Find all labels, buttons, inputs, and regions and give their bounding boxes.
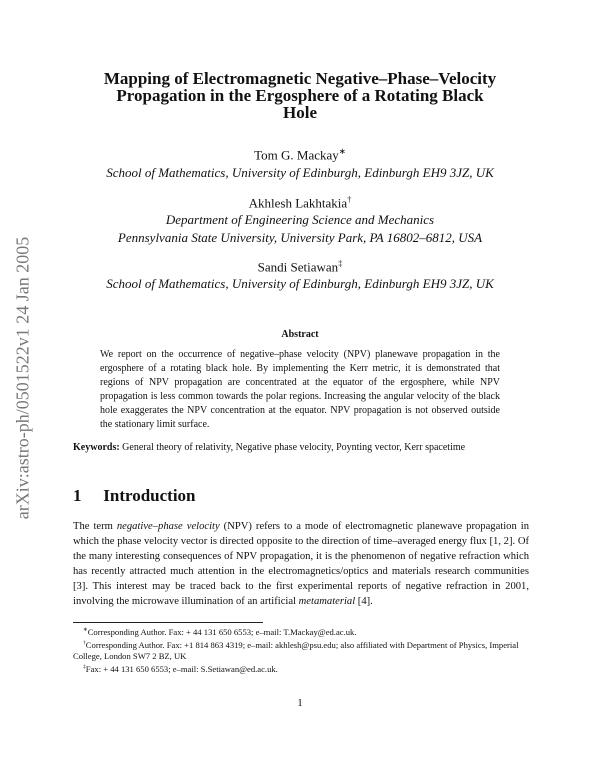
- footnote: [73, 662, 529, 675]
- footnote-mark: †: [83, 639, 86, 646]
- intro-emphasis: metamaterial: [298, 596, 356, 607]
- footnotes: [73, 625, 529, 675]
- title-line-3: Hole: [283, 103, 317, 122]
- intro-text: [4].: [355, 596, 373, 607]
- arxiv-id: arXiv:astro-ph/0501522v1 24 Jan 2005: [12, 236, 33, 519]
- author-1-affiliation: School of Mathematics, University of Edinburgh, Edinburgh EH9 3JZ, UK: [106, 165, 494, 180]
- footnote-mark: ∗: [83, 627, 88, 633]
- author-2: [60, 194, 540, 211]
- arxiv-stamp: [8, 205, 38, 550]
- author-name: Sandi Setiawan: [257, 259, 339, 275]
- footnote-mark: ∗: [338, 146, 346, 156]
- keywords-label: Keywords:: [73, 442, 120, 453]
- footnote-text: Corresponding Author. Fax: +1 814 863 4319; e–mail: akhlesh@psu.edu; also affiliated with Department of Physics, Imperial College, London SW7 2 BZ, UK: [73, 639, 519, 661]
- section-heading: [73, 486, 196, 506]
- author-2-affiliation-line-2: Pennsylvania State University, University Park, PA 16802–6812, USA: [117, 230, 483, 245]
- footnote-mark: ‡: [338, 258, 343, 268]
- intro-text: The term: [73, 521, 117, 532]
- author-1: [60, 146, 540, 163]
- intro-emphasis: negative–phase velocity: [116, 521, 220, 532]
- author-3-affiliation: School of Mathematics, University of Edinburgh, Edinburgh EH9 3JZ, UK: [106, 276, 494, 291]
- abstract-text: We report on the occurrence of negative–phase velocity (NPV) planewave propagation in the ergosphere of a rotating black hole. By implementing the Kerr metric, it is demonstrated that regions of NPV propagation are concentrated at the equator of the ergosphere, while NPV propagation is less common towards the polar regions. Increasing the angular velocity of the black hole exaggerates the NPV concentration at the equator. NPV propagation is not observed outside the stationary limit surface.: [100, 349, 500, 430]
- paper-title: [70, 70, 530, 121]
- author-name: Tom G. Mackay: [254, 147, 339, 163]
- footnote: [73, 638, 529, 662]
- section-number: 1: [73, 486, 82, 505]
- footnote-text: Fax: + 44 131 650 6553; e–mail: S.Setiawan@ed.ac.uk.: [85, 663, 278, 674]
- author-2-affiliation-line-1: Department of Engineering Science and Mechanics: [165, 212, 435, 227]
- keywords: [73, 441, 529, 455]
- footnote-rule: [73, 622, 263, 623]
- footnote: [73, 625, 529, 638]
- abstract-heading: Abstract: [281, 329, 319, 340]
- intro-paragraph: [73, 519, 529, 609]
- page-number: 1: [297, 697, 303, 709]
- footnote-mark: ‡: [83, 663, 86, 670]
- title-line-1: Mapping of Electromagnetic Negative–Phase–Velocity: [103, 69, 497, 88]
- author-name: Akhlesh Lakhtakia: [248, 195, 348, 211]
- footnote-text: Corresponding Author. Fax: + 44 131 650 6553; e–mail: T.Mackay@ed.ac.uk.: [87, 626, 357, 637]
- intro-text: (NPV) refers to a mode of electromagnetic planewave propagation in which the phase velocity vector is directed opposite to the direction of time–averaged energy flux [1, 2]. Of the many interesting consequences of NPV propagation, it is the phenomenon of negative refraction which has recently attracted much attention in the electromagnetics/optics and materials research communities [3]. This interest may be traced back to the first experimental reports of negative refraction in 2001, involving the microwave illumination of an artificial: [73, 521, 529, 607]
- keywords-text: General theory of relativity, Negative phase velocity, Poynting vector, Kerr spacetime: [122, 442, 466, 453]
- section-title: Introduction: [103, 486, 196, 505]
- title-line-2: Propagation in the Ergosphere of a Rotating Black: [116, 86, 484, 105]
- footnote-mark: †: [347, 194, 352, 204]
- author-3: [60, 258, 540, 275]
